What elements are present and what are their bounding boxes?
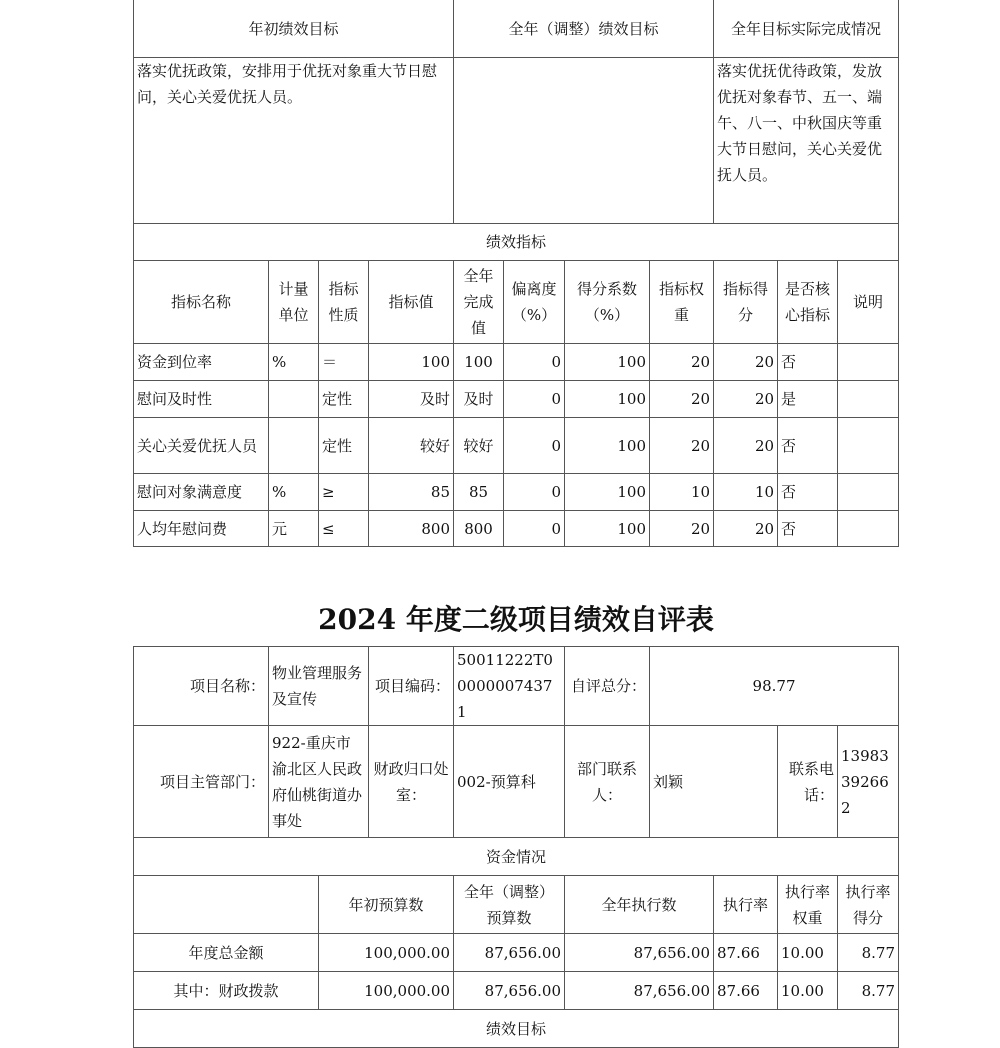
indicator-cell: 否 [778,418,838,474]
funds-cell: 年度总金额 [134,934,319,972]
indicator-cell [269,418,319,474]
indicator-cell: 慰问及时性 [134,381,269,418]
indicator-cell: 定性 [319,418,369,474]
indicator-row [134,474,899,511]
indicator-cell: 否 [778,511,838,547]
indicator-cell: 20 [714,418,778,474]
funds-cell: 87,656.00 [565,934,714,972]
indicator-cell: 较好 [454,418,504,474]
dept: 922-重庆市渝北区人民政府仙桃街道办事处 [269,726,369,838]
indicator-cell: 85 [369,474,454,511]
indicator-cell [838,344,899,381]
indicator-cell: ＝ [319,344,369,381]
indicator-cell: % [269,474,319,511]
funds-row [134,934,899,972]
indicator-cell: 20 [650,511,714,547]
indicator-cell: 0 [504,511,565,547]
indicator-cell: 10 [650,474,714,511]
adjusted-goal-text [454,58,714,224]
indicators-section-title: 绩效指标 [134,224,899,261]
indicator-cell: 20 [650,418,714,474]
indicator-cell [838,474,899,511]
funds-cell: 87.66 [714,972,778,1010]
indicator-header: 指标权重 [650,261,714,344]
indicator-row [134,511,899,547]
indicator-cell: 否 [778,474,838,511]
funds-cell: 100,000.00 [319,972,454,1010]
indicator-cell: 较好 [369,418,454,474]
indicator-cell: % [269,344,319,381]
indicator-cell: 是 [778,381,838,418]
indicator-cell: 800 [454,511,504,547]
blank-cell [134,876,319,934]
funds-row [134,972,899,1010]
indicator-cell: ≥ [319,474,369,511]
indicator-header: 全年完成值 [454,261,504,344]
indicator-cell: 0 [504,344,565,381]
project-code-label: 项目编码： [369,647,454,726]
indicator-cell [838,418,899,474]
indicator-header: 指标性质 [319,261,369,344]
contact-label: 部门联系人： [565,726,650,838]
office-label: 财政归口处室： [369,726,454,838]
self-score-label: 自评总分： [565,647,650,726]
indicator-cell: 100 [454,344,504,381]
indicator-cell [269,381,319,418]
project-self-evaluation-table [133,646,899,1048]
performance-goals-table [133,0,899,547]
header-actual-completion: 全年目标实际完成情况 [714,0,899,58]
funds-header: 执行率 [714,876,778,934]
indicator-cell: 100 [565,418,650,474]
indicator-cell: 100 [565,474,650,511]
initial-goal-text: 落实优抚政策，安排用于优抚对象重大节日慰问，关心关爱优抚人员。 [134,58,454,224]
goals-section-title: 绩效目标 [134,1010,899,1048]
funds-cell: 8.77 [838,934,899,972]
indicator-cell: 慰问对象满意度 [134,474,269,511]
funds-header: 执行率权重 [778,876,838,934]
indicator-cell: 10 [714,474,778,511]
phone: 13983392662 [838,726,899,838]
funds-header: 全年执行数 [565,876,714,934]
indicator-cell: 定性 [319,381,369,418]
header-initial-goal: 年初绩效目标 [134,0,454,58]
indicator-cell: 100 [565,344,650,381]
indicator-cell: 100 [565,381,650,418]
funds-cell: 100,000.00 [319,934,454,972]
indicator-row [134,381,899,418]
indicator-header: 指标值 [369,261,454,344]
indicator-cell: 800 [369,511,454,547]
indicator-header: 指标得分 [714,261,778,344]
indicator-cell: ≤ [319,511,369,547]
indicator-cell [838,381,899,418]
funds-section-title: 资金情况 [134,838,899,876]
indicator-cell: 20 [714,381,778,418]
indicator-cell: 0 [504,474,565,511]
indicator-cell: 人均年慰问费 [134,511,269,547]
indicator-cell: 20 [650,344,714,381]
indicator-cell: 资金到位率 [134,344,269,381]
indicator-header: 得分系数（%） [565,261,650,344]
funds-cell: 8.77 [838,972,899,1010]
project-name: 物业管理服务及宣传 [269,647,369,726]
funds-cell: 其中：财政拨款 [134,972,319,1010]
funds-cell: 10.00 [778,934,838,972]
indicator-header: 指标名称 [134,261,269,344]
self-score: 98.77 [650,647,899,726]
project-code: 50011222T000000074371 [454,647,565,726]
indicator-header: 是否核心指标 [778,261,838,344]
indicator-cell: 20 [650,381,714,418]
indicator-cell: 元 [269,511,319,547]
indicator-cell: 100 [565,511,650,547]
indicator-cell: 20 [714,344,778,381]
dept-label: 项目主管部门： [134,726,269,838]
indicator-header: 偏离度（%） [504,261,565,344]
indicator-cell: 85 [454,474,504,511]
funds-cell: 87,656.00 [565,972,714,1010]
contact: 刘颖 [650,726,778,838]
actual-completion-text: 落实优抚优待政策，发放优抚对象春节、五一、端午、八一、中秋国庆等重大节日慰问，关心关爱优抚人员。 [714,58,899,224]
funds-header: 执行率得分 [838,876,899,934]
funds-cell: 87.66 [714,934,778,972]
indicator-cell: 关心关爱优抚人员 [134,418,269,474]
funds-cell: 87,656.00 [454,972,565,1010]
indicator-row [134,344,899,381]
indicator-cell: 0 [504,418,565,474]
office: 002-预算科 [454,726,565,838]
indicator-header: 计量单位 [269,261,319,344]
phone-label: 联系电话： [778,726,838,838]
project-name-label: 项目名称： [134,647,269,726]
funds-header: 全年（调整）预算数 [454,876,565,934]
indicator-cell: 0 [504,381,565,418]
page-title: 2024 年度二级项目绩效自评表 [318,603,714,636]
indicator-header: 说明 [838,261,899,344]
indicator-cell: 20 [714,511,778,547]
indicator-cell: 及时 [454,381,504,418]
header-adjusted-goal: 全年（调整）绩效目标 [454,0,714,58]
funds-cell: 10.00 [778,972,838,1010]
indicator-cell: 100 [369,344,454,381]
indicator-cell: 及时 [369,381,454,418]
funds-cell: 87,656.00 [454,934,565,972]
indicator-cell [838,511,899,547]
indicator-row [134,418,899,474]
funds-header: 年初预算数 [319,876,454,934]
indicator-cell: 否 [778,344,838,381]
